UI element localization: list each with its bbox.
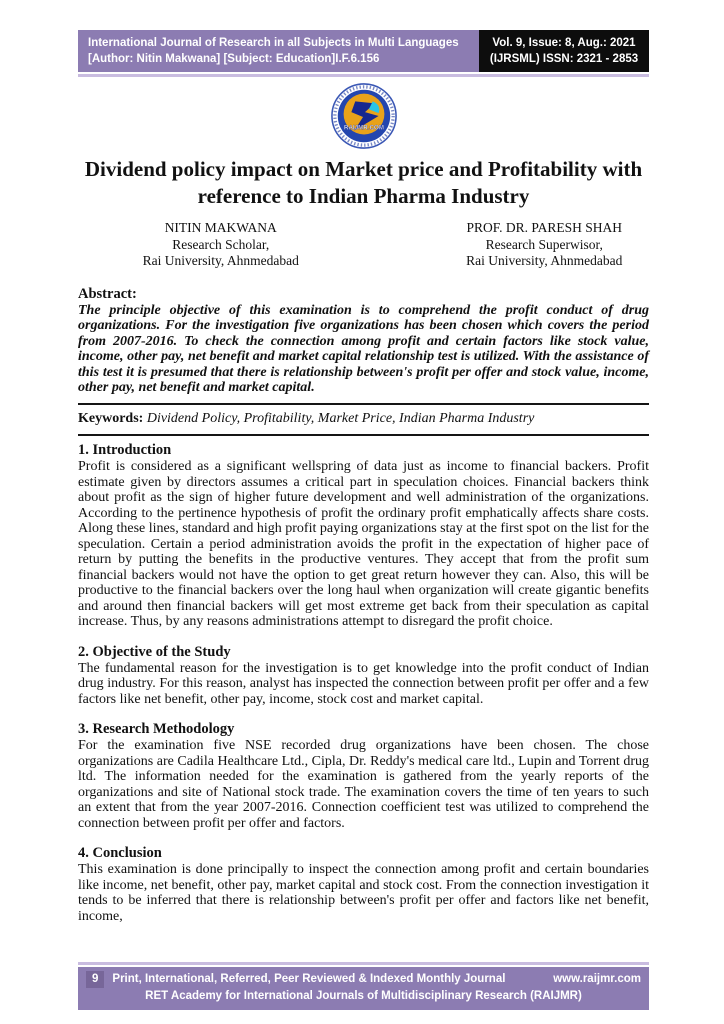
section-paragraph: The fundamental reason for the investigation is to get knowledge into the profit conduct of Indian drug industry. For this reason, analyst has inspected the connection between profit per offer and a few factors like net benefit, other pay, income, stock cost and market capital.: [78, 660, 649, 707]
header-divider: [78, 74, 649, 77]
footer-website-link[interactable]: www.raijmr.com: [553, 973, 641, 985]
issn: (IJRSML) ISSN: 2321 - 2853: [489, 53, 639, 65]
footer-academy-line: RET Academy for International Journals of Multidisciplinary Research (RAIJMR): [145, 990, 582, 1002]
journal-info: [78, 30, 479, 72]
section-heading: 1. Introduction: [78, 442, 172, 459]
author-1-role: Research Scholar,: [172, 236, 270, 252]
keywords-heading: Keywords:: [78, 411, 144, 427]
page-number: 9: [86, 971, 104, 988]
issue-info: [479, 30, 649, 72]
volume-issue: Vol. 9, Issue: 8, Aug.: 2021: [492, 37, 636, 49]
section-conclusion: [78, 845, 649, 924]
section-paragraph: This examination is done principally to inspect the connection among profit and certain boundaries like income, net benefit, other pay, market capital and stock cost. From the connection investigation it tends to be inferred that there is relationship between's profit per offer and factors like net benefit, income,: [78, 862, 649, 924]
section-paragraph: For the examination five NSE recorded drug organizations have been chosen. The chose organizations are Cadila Healthcare Ltd., Cipla, Dr. Reddy's medical care ltd., Lupin and Torrent drug ltd. The information needed for the examination is gathered from the yearly reports of the organizations and site of National stock trade. The examination covers the time of ten years to such an extent that from the year 2007-2016. Connection coefficient test was utilized to comprehend the connection between profit per offer and factors.: [78, 738, 649, 831]
page-footer: [78, 962, 649, 1010]
journal-title: International Journal of Research in all Subjects in Multi Languages: [88, 37, 459, 49]
section-heading: 3. Research Methodology: [78, 721, 235, 738]
author-1-name: NITIN MAKWANA: [164, 220, 277, 235]
author-1-affiliation: Rai University, Ahnmedabad: [142, 253, 299, 268]
keywords-line: [78, 411, 649, 427]
logo-container: [78, 82, 649, 152]
footer-row-1: [86, 971, 641, 988]
authors-block: [78, 220, 649, 270]
journal-header-band: [78, 30, 649, 72]
divider-below-keywords: [78, 434, 649, 436]
abstract-text: The principle objective of this examination is to comprehend the profit conduct of drug organizations. For the investigation five organizations has been chosen which covers the period from 2007-2016. To check the connection among profit and certain factors like stock value, income, other pay, net benefit and market capital relationship test is utilized. With the assistance of this test it is presumed that there is relationship between's profit per offer and stock value, income, other pay, net benefit and market capital.: [78, 302, 649, 396]
logo-label: RAIJMR.COM: [343, 124, 384, 132]
author-2: [402, 220, 688, 270]
author-1: [78, 220, 364, 270]
footer-band: [78, 967, 649, 1010]
paper-title: Dividend policy impact on Market price and Profitability with reference to Indian Pharma Industry: [84, 157, 643, 208]
abstract-heading: Abstract:: [78, 285, 137, 302]
author-2-affiliation: Rai University, Ahnmedabad: [466, 253, 623, 268]
author-2-role: Research Superwisor,: [485, 236, 603, 252]
section-heading: 2. Objective of the Study: [78, 643, 231, 660]
divider-above-keywords: [78, 403, 649, 405]
raijmr-logo-icon: [330, 82, 398, 150]
section-objective: [78, 644, 649, 708]
page-content: [78, 0, 649, 924]
footer-divider: [78, 962, 649, 965]
section-heading: 4. Conclusion: [78, 845, 162, 862]
section-introduction: [78, 442, 649, 630]
footer-journal-type: Print, International, Referred, Peer Reviewed & Indexed Monthly Journal: [112, 973, 506, 985]
keywords-text: Dividend Policy, Profitability, Market Price, Indian Pharma Industry: [146, 411, 535, 427]
section-methodology: [78, 721, 649, 831]
section-paragraph: Profit is considered as a significant wellspring of data just as income to financial backers. Profit estimate given by directors assumes a critical part in speculation choices. Financial backers think about profit as the sign of higher future development and well administration of the organizations. According to the pertinence hypothesis of profit the ordinary profit emphatically affects share costs. Along these lines, standard and high profit paying organizations stay at the first spot on the list for the speculation. Certain a period administration avoids the profit in the expectation of higher pace of return by putting the benefits in the productive ventures. They accept that from the profit sum financial backers would not have the option to get great return however they can. Also, this will be productive to the financial backers over the long haul when organization will create gigantic benefits and around then financial backers will get most extreme get back from their speculation as capital increase. Thus, by any reasons administrations attempt to disregard the profit choice.: [78, 459, 649, 630]
journal-author-subject: [Author: Nitin Makwana] [Subject: Education]I.F.6.156: [88, 53, 380, 65]
author-2-name: PROF. DR. PARESH SHAH: [466, 220, 623, 235]
